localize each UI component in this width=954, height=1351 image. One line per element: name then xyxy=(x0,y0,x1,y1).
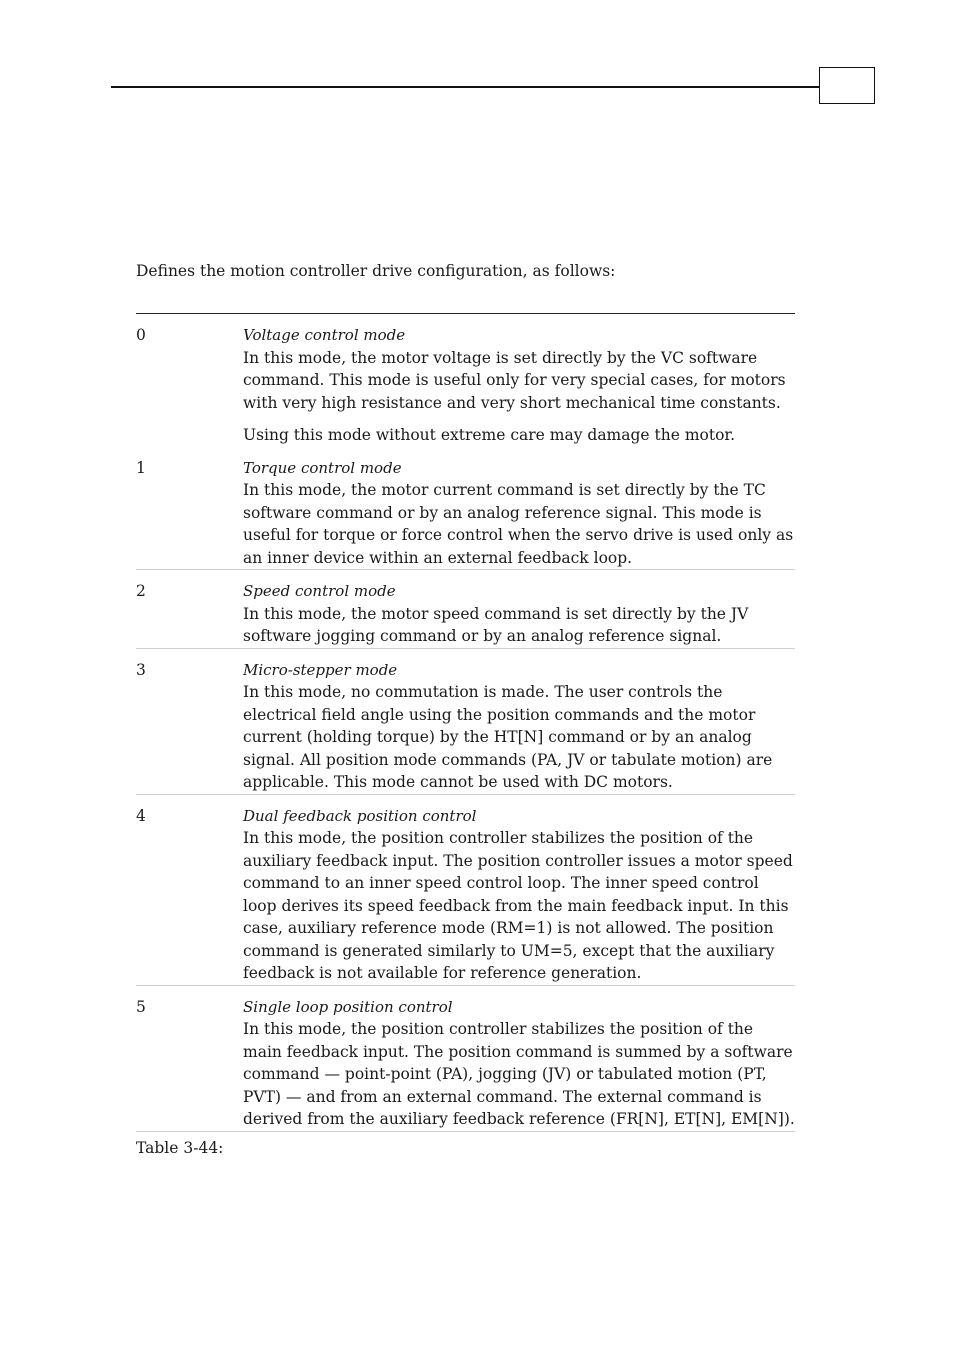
mode-description xyxy=(243,457,795,570)
header-rule xyxy=(111,86,820,88)
mode-title: Voltage control mode xyxy=(243,326,406,344)
table-row-1 xyxy=(136,447,795,571)
mode-description xyxy=(243,996,795,1131)
mode-text: In this mode, the position controller stabilizes the position of the main feedback input. The position command is summed by a software command — point-point (PA), jogging (JV) or tabulated motion (PT, PVT) — and from an external command. The external command is derived from the auxiliary feedback reference (FR[N], ET[N], EM[N]). xyxy=(243,1020,795,1128)
mode-value: 5 xyxy=(136,997,146,1016)
mode-description xyxy=(243,580,795,648)
mode-title: Speed control mode xyxy=(243,582,396,600)
intro-text: Defines the motion controller drive configuration, as follows: xyxy=(136,262,616,280)
mode-value: 4 xyxy=(136,806,146,825)
mode-text: In this mode, the motor current command is set directly by the TC software command or by an analog reference signal. This mode is useful for torque or force control when the servo drive is used only as an inner device within an external feedback loop. xyxy=(243,481,794,567)
table-row-0 xyxy=(136,314,795,447)
mode-title: Torque control mode xyxy=(243,458,402,477)
mode-description xyxy=(243,805,795,985)
mode-value: 0 xyxy=(136,326,146,344)
mode-value: 2 xyxy=(136,582,146,600)
mode-description xyxy=(243,324,795,447)
mode-title: Micro-stepper mode xyxy=(243,660,398,679)
table-row-3 xyxy=(136,649,795,795)
table-row-4 xyxy=(136,795,795,986)
table-caption: Table 3-44: xyxy=(136,1139,224,1157)
page-number-box xyxy=(819,67,875,104)
mode-value: 3 xyxy=(136,660,146,679)
table-row-2 xyxy=(136,570,795,649)
mode-title: Single loop position control xyxy=(243,997,453,1016)
table-row-5 xyxy=(136,986,795,1132)
mode-value: 1 xyxy=(136,458,146,477)
mode-description xyxy=(243,659,795,794)
mode-text: In this mode, the motor voltage is set directly by the VC software command. This mode is useful only for very special cases, for motors with very high resistance and very short mechanical time constants. xyxy=(243,348,786,412)
mode-text: In this mode, no commutation is made. The user controls the electrical field angle using the position commands and the motor current (holding torque) by the HT[N] command or by an analog signal. All position mode commands (PA, JV or tabulate motion) are applicable. This mode cannot be used with DC motors. xyxy=(243,683,773,791)
mode-text: In this mode, the motor speed command is set directly by the JV software jogging command or by an analog reference signal. xyxy=(243,604,749,645)
mode-note: Using this mode without extreme care may damage the motor. xyxy=(243,426,736,444)
mode-table xyxy=(136,313,795,1132)
mode-title: Dual feedback position control xyxy=(243,806,477,825)
mode-text: In this mode, the position controller stabilizes the position of the auxiliary feedback input. The position controller issues a motor speed command to an inner speed control loop. The inner speed control loop derives its speed feedback from the main feedback input. In this case, auxiliary reference mode (RM=1) is not allowed. The position command is generated similarly to UM=5, except that the auxiliary feedback is not available for reference generation. xyxy=(243,829,793,982)
